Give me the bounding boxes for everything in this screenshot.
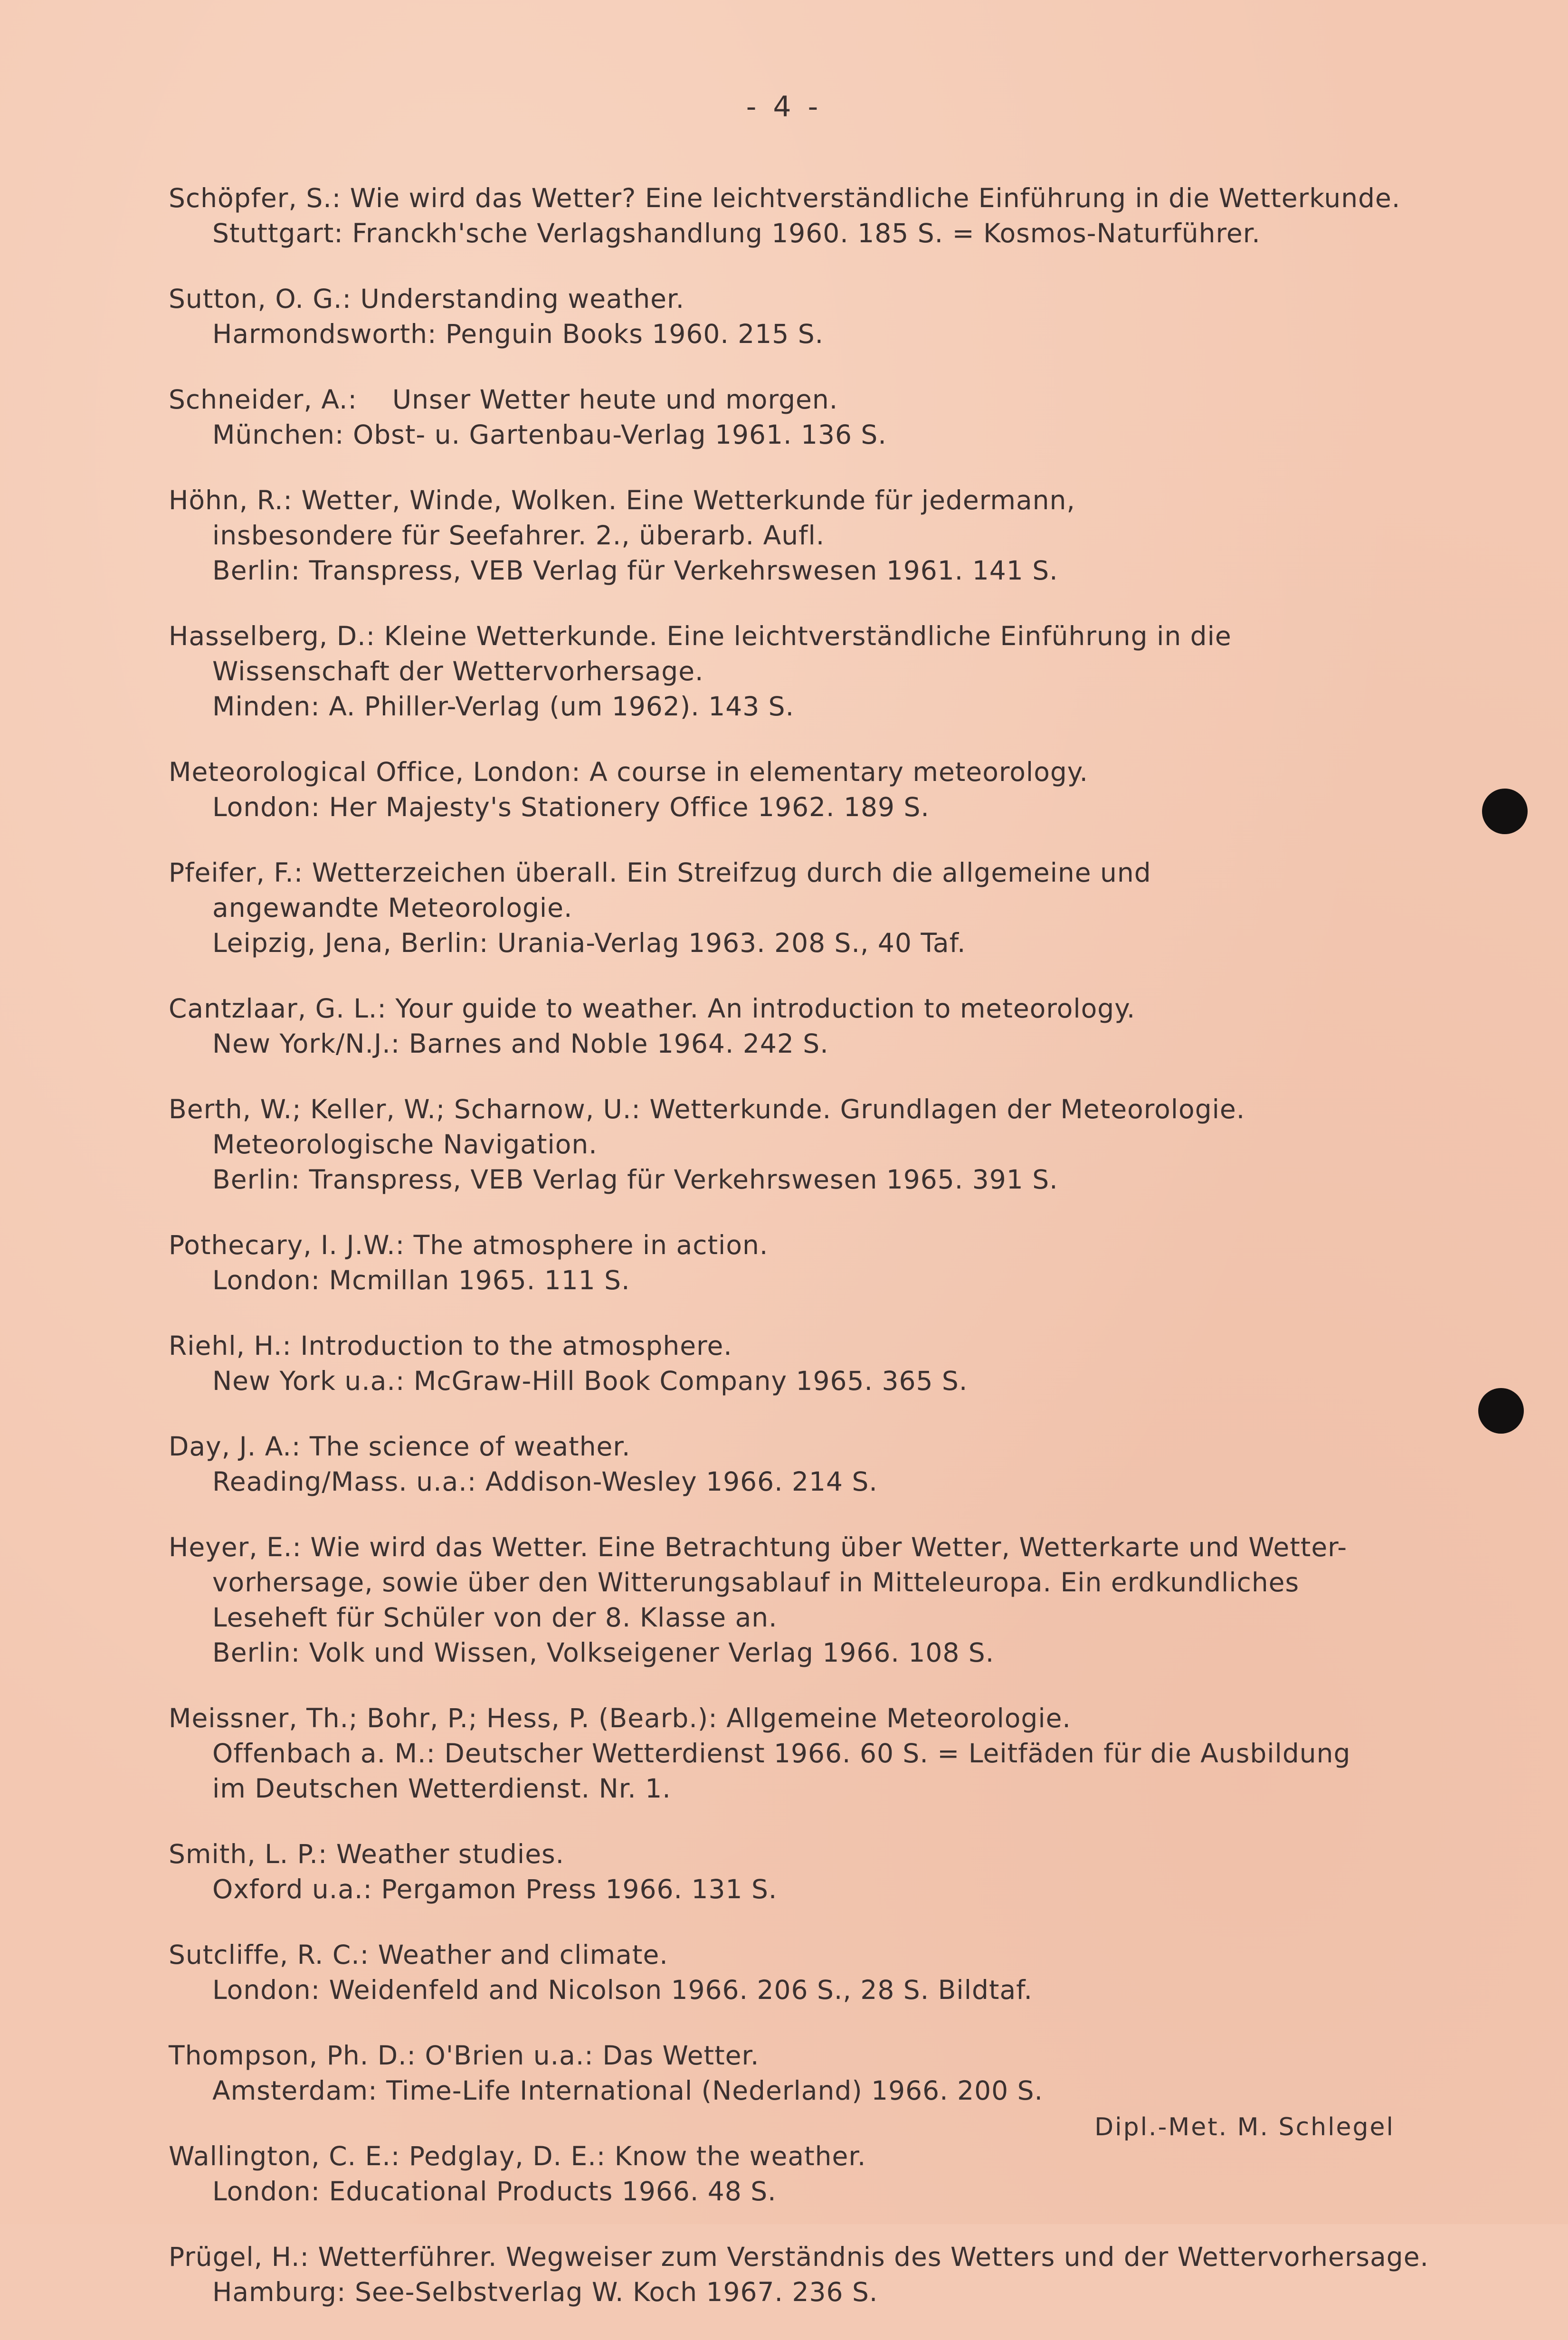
bibliography-entry-sutton xyxy=(169,281,1432,352)
entry-line: angewandte Meteorologie. xyxy=(212,893,573,923)
entry-line: Meteorologische Navigation. xyxy=(212,1129,598,1160)
entry-line: Offenbach a. M.: Deutscher Wetterdienst 1966. 60 S. = Leitfäden für die Ausbildung xyxy=(212,1738,1351,1769)
bibliography-entry-hoehn xyxy=(169,483,1432,588)
bibliography-entry-heyer xyxy=(169,1530,1432,1670)
bibliography-entry-schneider xyxy=(169,382,1432,452)
entry-line: Schneider, A.: Unser Wetter heute und morgen. xyxy=(169,384,838,415)
entry-line: Wallington, C. E.: Pedglay, D. E.: Know the weather. xyxy=(169,2141,866,2171)
entry-line: Schöpfer, S.: Wie wird das Wetter? Eine leichtverständliche Einführung in die Wetterkunde. xyxy=(169,183,1401,213)
entry-line: Reading/Mass. u.a.: Addison-Wesley 1966. 214 S. xyxy=(212,1466,878,1497)
punch-hole xyxy=(1482,789,1528,834)
entry-line: London: Educational Products 1966. 48 S. xyxy=(212,2176,777,2207)
entry-line: Amsterdam: Time-Life International (Nederland) 1966. 200 S. xyxy=(212,2075,1043,2106)
entry-line: Oxford u.a.: Pergamon Press 1966. 131 S. xyxy=(212,1874,778,1904)
author-signature: Dipl.-Met. M. Schlegel xyxy=(1094,2113,1395,2141)
entry-line: London: Her Majesty's Stationery Office 1962. 189 S. xyxy=(212,792,930,822)
entry-line: Hamburg: See-Selbstverlag W. Koch 1967. 236 S. xyxy=(212,2277,878,2307)
entry-line: Harmondsworth: Penguin Books 1960. 215 S. xyxy=(212,319,824,349)
entry-line: Thompson, Ph. D.: O'Brien u.a.: Das Wetter. xyxy=(169,2040,760,2071)
entry-line: Riehl, H.: Introduction to the atmosphere. xyxy=(169,1331,732,1361)
entry-line: Wissenschaft der Wettervorhersage. xyxy=(212,656,704,686)
entry-line: Höhn, R.: Wetter, Winde, Wolken. Eine Wetterkunde für jedermann, xyxy=(169,485,1075,515)
entry-line: München: Obst- u. Gartenbau-Verlag 1961. 136 S. xyxy=(212,419,887,450)
entry-line: Smith, L. P.: Weather studies. xyxy=(169,1839,565,1869)
bibliography-entry-meissner xyxy=(169,1701,1432,1806)
entry-line: Berlin: Volk und Wissen, Volkseigener Verlag 1966. 108 S. xyxy=(212,1637,995,1668)
entry-line: Pothecary, I. J.W.: The atmosphere in action. xyxy=(169,1230,769,1260)
entry-line: London: Mcmillan 1965. 111 S. xyxy=(212,1265,630,1295)
entry-line: Minden: A. Philler-Verlag (um 1962). 143 S. xyxy=(212,691,795,722)
entry-line: im Deutschen Wetterdienst. Nr. 1. xyxy=(212,1773,671,1804)
entry-line: Meteorological Office, London: A course in elementary meteorology. xyxy=(169,757,1088,787)
bibliography-entry-smith xyxy=(169,1836,1432,1907)
entry-line: Stuttgart: Franckh'sche Verlagshandlung 1960. 185 S. = Kosmos-Naturführer. xyxy=(212,218,1261,248)
bibliography-entry-meteorological-office xyxy=(169,754,1432,825)
entry-line: Pfeifer, F.: Wetterzeichen überall. Ein Streifzug durch die allgemeine und xyxy=(169,857,1151,888)
bibliography-entry-pothecary xyxy=(169,1227,1432,1298)
bibliography-entry-pruegel xyxy=(169,2239,1432,2310)
entry-line: New York u.a.: McGraw-Hill Book Company 1965. 365 S. xyxy=(212,1366,968,1396)
bibliography-entry-pfeifer xyxy=(169,855,1432,961)
bibliography-list xyxy=(169,181,1432,2340)
bibliography-entry-cantzlaar xyxy=(169,991,1432,1061)
entry-line: Leseheft für Schüler von der 8. Klasse an. xyxy=(212,1602,778,1633)
entry-line: Cantzlaar, G. L.: Your guide to weather. An introduction to meteorology. xyxy=(169,993,1136,1024)
bibliography-entry-schoepfer xyxy=(169,181,1432,251)
entry-line: Berlin: Transpress, VEB Verlag für Verkehrswesen 1961. 141 S. xyxy=(212,555,1058,586)
bibliography-entry-sutcliffe xyxy=(169,1937,1432,2007)
page-number: - 4 - xyxy=(746,90,822,124)
entry-line: insbesondere für Seefahrer. 2., überarb. Aufl. xyxy=(212,520,825,551)
entry-line: Berlin: Transpress, VEB Verlag für Verkehrswesen 1965. 391 S. xyxy=(212,1164,1058,1195)
bibliography-entry-day xyxy=(169,1429,1432,1499)
bibliography-entry-hasselberg xyxy=(169,618,1432,724)
entry-line: Day, J. A.: The science of weather. xyxy=(169,1431,631,1462)
bibliography-entry-wallington xyxy=(169,2139,1432,2209)
entry-line: New York/N.J.: Barnes and Noble 1964. 242 S. xyxy=(212,1028,829,1059)
bibliography-entry-thompson xyxy=(169,2038,1432,2108)
entry-line: Sutcliffe, R. C.: Weather and climate. xyxy=(169,1940,668,1970)
entry-line: London: Weidenfeld and Nicolson 1966. 206 S., 28 S. Bildtaf. xyxy=(212,1975,1033,2005)
entry-line: Hasselberg, D.: Kleine Wetterkunde. Eine leichtverständliche Einführung in die xyxy=(169,621,1232,651)
punch-hole xyxy=(1478,1388,1524,1434)
bibliography-entry-berth xyxy=(169,1092,1432,1197)
entry-line: Leipzig, Jena, Berlin: Urania-Verlag 1963. 208 S., 40 Taf. xyxy=(212,928,966,958)
entry-line: Heyer, E.: Wie wird das Wetter. Eine Betrachtung über Wetter, Wetterkarte und Wetter- xyxy=(169,1532,1348,1562)
entry-line: vorhersage, sowie über den Witterungsablauf in Mitteleuropa. Ein erdkundliches xyxy=(212,1567,1300,1598)
entry-line: Berth, W.; Keller, W.; Scharnow, U.: Wetterkunde. Grundlagen der Meteorologie. xyxy=(169,1094,1245,1124)
entry-line: Meissner, Th.; Bohr, P.; Hess, P. (Bearb.): Allgemeine Meteorologie. xyxy=(169,1703,1071,1733)
entry-line: Prügel, H.: Wetterführer. Wegweiser zum Verständnis des Wetters und der Wettervorhersage. xyxy=(169,2242,1429,2272)
bibliography-entry-riehl xyxy=(169,1328,1432,1398)
entry-line: Sutton, O. G.: Understanding weather. xyxy=(169,284,685,314)
